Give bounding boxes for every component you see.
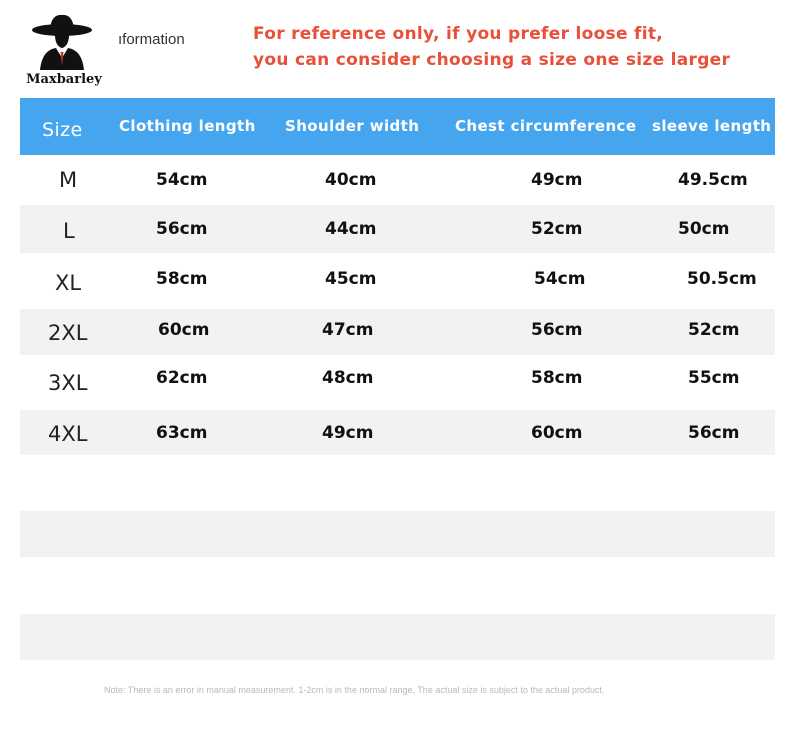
chest-circumference-cell: 60cm bbox=[531, 423, 583, 443]
empty-table-row bbox=[20, 557, 775, 614]
shoulder-width-cell: 48cm bbox=[322, 368, 374, 388]
chest-circumference-cell: 56cm bbox=[531, 320, 583, 340]
measurement-note: Note: There is an error in manual measurement. 1-2cm is in the normal range. The actual size is subject to the actual product. bbox=[104, 685, 605, 695]
fit-notice bbox=[253, 21, 730, 73]
chest-circumference-cell: 49cm bbox=[531, 170, 583, 190]
sleeve-length-cell: 56cm bbox=[688, 423, 740, 443]
shoulder-width-cell: 47cm bbox=[322, 320, 374, 340]
shoulder-width-cell: 45cm bbox=[325, 269, 377, 289]
clothing-length-cell: 63cm bbox=[156, 423, 208, 443]
sleeve-length-cell: 55cm bbox=[688, 368, 740, 388]
clothing-length-cell: 54cm bbox=[156, 170, 208, 190]
size-cell: XL bbox=[55, 271, 82, 295]
empty-table-row bbox=[20, 455, 775, 511]
sleeve-length-cell: 49.5cm bbox=[678, 170, 748, 190]
size-cell: 3XL bbox=[48, 371, 88, 395]
table-row bbox=[20, 205, 775, 253]
header-clothing-length: Clothing length bbox=[119, 117, 256, 135]
table-row bbox=[20, 309, 775, 355]
size-cell: 2XL bbox=[48, 321, 88, 345]
header-size: Size bbox=[42, 119, 83, 141]
size-cell: 4XL bbox=[48, 422, 88, 446]
size-cell: M bbox=[59, 168, 78, 192]
sleeve-length-cell: 50.5cm bbox=[687, 269, 757, 289]
fit-notice-line-1: For reference only, if you prefer loose fit, bbox=[253, 24, 664, 44]
header-sleeve-length: sleeve length bbox=[652, 117, 772, 135]
clothing-length-cell: 56cm bbox=[156, 219, 208, 239]
empty-table-row bbox=[20, 614, 775, 660]
info-label: ıformation bbox=[118, 31, 185, 48]
size-cell: L bbox=[63, 219, 75, 243]
brand-name: Maxbarley bbox=[26, 72, 102, 87]
shoulder-width-cell: 40cm bbox=[325, 170, 377, 190]
fit-notice-line-2: you can consider choosing a size one size larger bbox=[253, 50, 731, 70]
shoulder-width-cell: 44cm bbox=[325, 219, 377, 239]
size-table-header bbox=[20, 98, 775, 155]
chest-circumference-cell: 58cm bbox=[531, 368, 583, 388]
sleeve-length-cell: 52cm bbox=[688, 320, 740, 340]
table-row bbox=[20, 155, 775, 205]
table-row bbox=[20, 355, 775, 410]
sleeve-length-cell: 50cm bbox=[678, 219, 730, 239]
shoulder-width-cell: 49cm bbox=[322, 423, 374, 443]
clothing-length-cell: 58cm bbox=[156, 269, 208, 289]
brand-logo bbox=[14, 10, 114, 94]
clothing-length-cell: 62cm bbox=[156, 368, 208, 388]
empty-table-row bbox=[20, 511, 775, 557]
table-row bbox=[20, 253, 775, 309]
hat-figure-icon bbox=[30, 12, 94, 72]
header-chest-circumference: Chest circumference bbox=[455, 117, 637, 135]
header-shoulder-width: Shoulder width bbox=[285, 117, 420, 135]
chest-circumference-cell: 54cm bbox=[534, 269, 586, 289]
clothing-length-cell: 60cm bbox=[158, 320, 210, 340]
chest-circumference-cell: 52cm bbox=[531, 219, 583, 239]
table-row bbox=[20, 410, 775, 455]
